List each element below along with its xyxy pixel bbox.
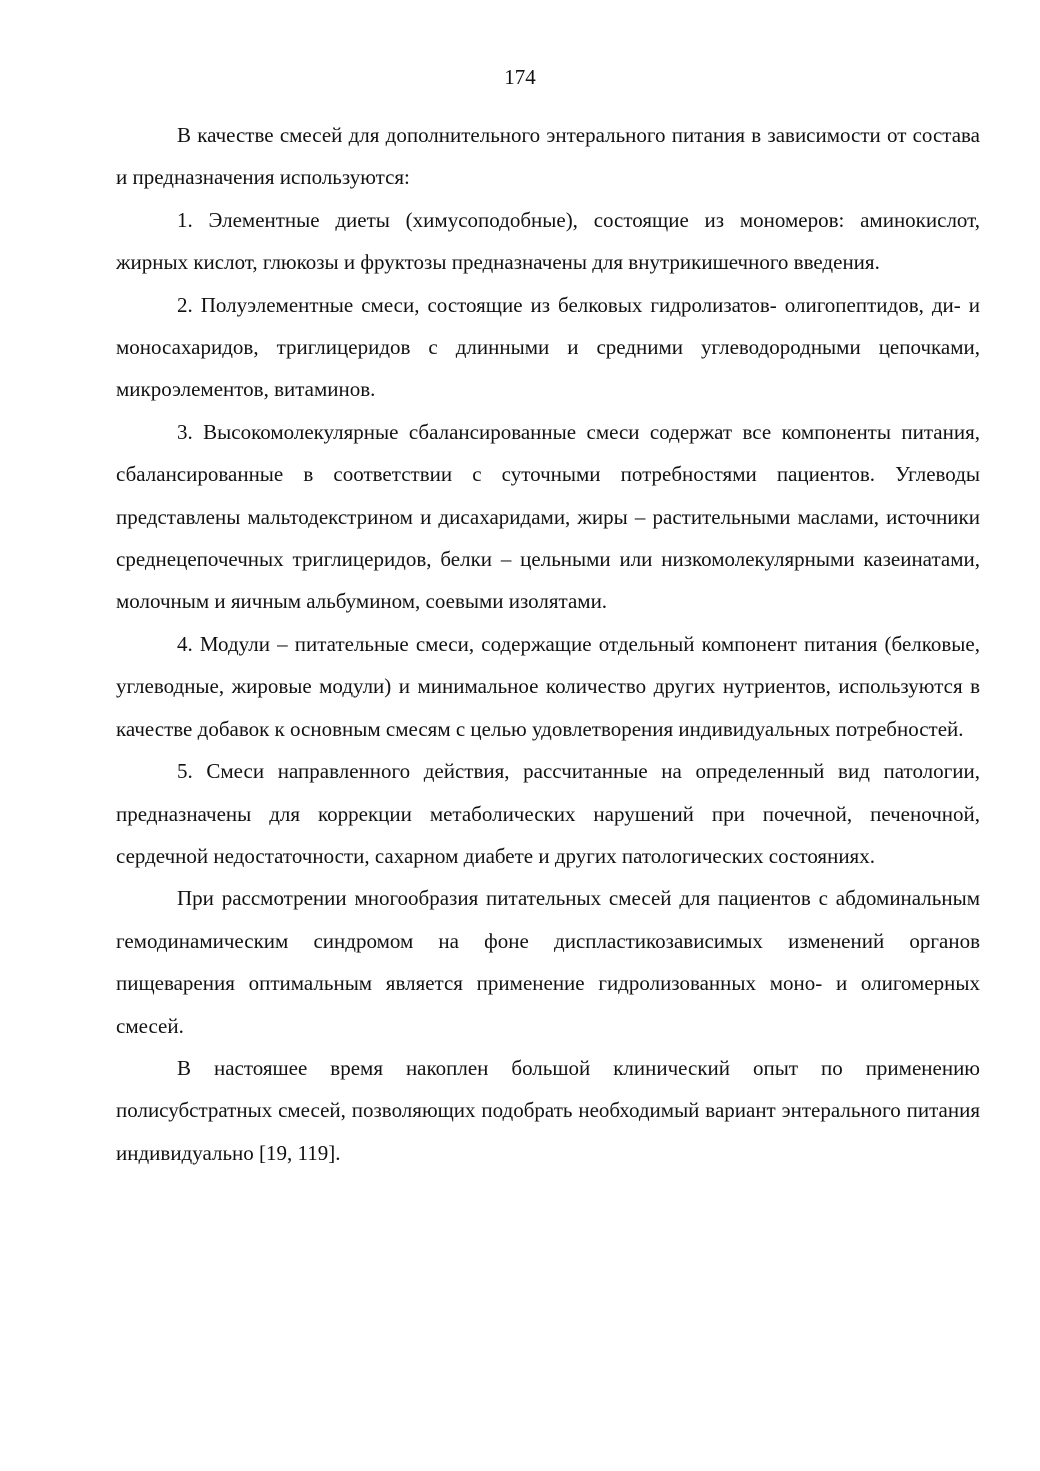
paragraph-item-3-high-molecular-mixtures: 3. Высокомолекулярные сбалансированные смеси содержат все компоненты питания, сбалансированные в соответствии с суточными потребностями пациентов. Углеводы представлены мальтодекстрином и дисахаридами, жиры – растительными маслами, источники среднецепочечных триглицеридов, белки – цельными или низкомолекулярными казеинатами, молочным и яичным альбумином, соевыми изолятами. bbox=[116, 419, 980, 614]
paragraph-item-1-elemental-diets: 1. Элементные диеты (химусоподобные), состоящие из мономеров: аминокислот, жирных кислот, глюкозы и фруктозы предназначены для внутрикишечного введения. bbox=[116, 207, 980, 275]
paragraph-clinical-experience: В настояшее время накоплен большой клинический опыт по применению полисубстратных смесей, позволяющих подобрать необходимый вариант энтерального питания индивидуально [19, 119]. bbox=[116, 1055, 980, 1165]
page-number: 174 bbox=[504, 65, 536, 89]
paragraph-item-5-directed-action-mixtures: 5. Смеси направленного действия, рассчитанные на определенный вид патологии, предназначены для коррекции метаболических нарушений при почечной, печеночной, сердечной недостаточности, сахарном диабете и других патологических состояниях. bbox=[116, 759, 980, 868]
paragraph-item-4-modules: 4. Модули – питательные смеси, содержащие отдельный компонент питания (белковые, углеводные, жировые модули) и минимальное количество других нутриентов, используются в качестве добавок к основным смесям с целью удовлетворения индивидуальных потребностей. bbox=[116, 631, 980, 741]
paragraph-hydrolyzed-mixtures: При рассмотрении многообразия питательных смесей для пациентов с абдоминальным гемодинамическим синдромом на фоне диспластикозависимых изменений органов пищеварения оптимальным является применение гидролизованных моно- и олигомерных смесей. bbox=[116, 886, 980, 1038]
body-text bbox=[116, 114, 980, 1174]
paragraph-intro: В качестве смесей для дополнительного энтерального питания в зависимости от состава и предназначения используются: bbox=[116, 123, 980, 190]
paragraph-item-2-semi-elemental-mixtures: 2. Полуэлементные смеси, состоящие из белковых гидролизатов- олигопептидов, ди- и моносахаридов, триглицеридов с длинными и средними углеводородными цепочками, микроэлементов, витаминов. bbox=[116, 292, 980, 402]
